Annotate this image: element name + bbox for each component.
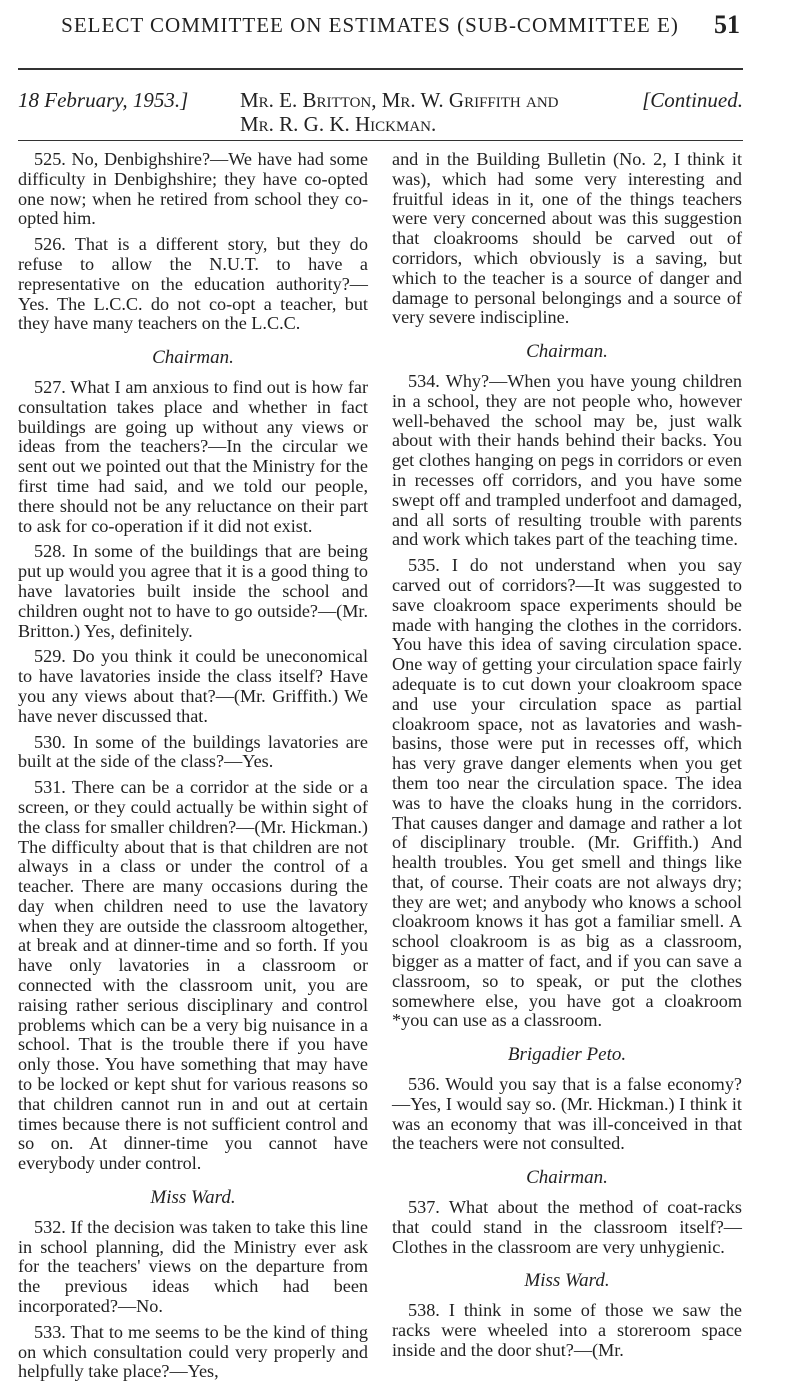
- sitting-header: [18, 88, 743, 136]
- witness-names: [240, 88, 580, 136]
- question-529: 529. Do you think it could be uneconomical to have lavatories inside the class itself? Have you any views about that?—(Mr. Griffith.) We have never discussed that.: [18, 646, 368, 726]
- right-column: [392, 150, 742, 1367]
- speaker-heading: Miss Ward.: [150, 1187, 236, 1209]
- question-527: 527. What I am anxious to find out is how far consultation takes place and whether in fact buildings are going up without any views or ideas from the teachers?—In the circular we sent out we pointed out that the Ministry for the first time had said, and we told our people, there should not be any reluctance on their part to ask for co-operation if it did not exist.: [18, 376, 368, 536]
- witness-names-line-1: Mr. E. Britton, Mr. W. Griffith and: [240, 88, 559, 112]
- question-536: 536. Would you say that is a false economy?—Yes, I would say so. (Mr. Hickman.) I think it was an economy that was ill-conceived in that the teachers were not consulted.: [392, 1074, 742, 1154]
- question-528: 528. In some of the buildings that are being put up would you agree that it is a good thing to have lavatories built inside the school and children ought not to have to go outside?—(Mr. Britton.) Yes, definitely.: [18, 541, 368, 641]
- speaker-heading: Chairman.: [152, 347, 234, 369]
- witness-names-line-2: Mr. R. G. K. Hickman.: [240, 112, 437, 136]
- header-rule: [18, 68, 743, 70]
- speaker-heading: Miss Ward.: [524, 1270, 610, 1292]
- question-530: 530. In some of the buildings lavatories are built at the side of the class?—Yes.: [18, 731, 368, 772]
- question-538: 538. I think in some of those we saw the racks were wheeled into a storeroom space inside and the door shut?—(Mr.: [392, 1300, 742, 1360]
- continued-label: [Continued.: [642, 88, 743, 112]
- page-header: [0, 8, 800, 58]
- speaker-heading: Chairman.: [526, 341, 608, 363]
- question-535: 535. I do not understand when you say carved out of corridors?—It was suggested to save cloakroom space experiments should be made with hanging the clothes in the corridors. You have this idea of saving circulation space. One way of getting your circulation space fairly adequate is to cut down your cloakroom space and use your circulation space as partial cloakroom space, not as lavatories and wash-basins, those were put in recesses off, which has very grave danger elements when you get them too near the circulation space. The idea was to have the cloaks hung in the corridors. That causes danger and damage and rather a lot of disciplinary trouble. (Mr. Griffith.) And health troubles. You get smell and things like that, of course. Their coats are not always dry; they are wet; and anybody who knows a school cloakroom knows it has got a familiar smell. A school cloakroom is as big as a classroom, bigger as a matter of fact, and if you can save a classroom, so to speak, or put the clothes somewhere else, you have got a cloakroom *you can use as a classroom.: [392, 555, 742, 1031]
- question-533: 533. That to me seems to be the kind of thing on which consultation could very properly and helpfully take place?—Yes,: [18, 1321, 368, 1382]
- left-column: [18, 150, 368, 1388]
- question-531: 531. There can be a corridor at the side or a screen, or they could actually be within sight of the class for smaller children?—(Mr. Hickman.) The difficulty about that is that children are not always in a class or under the control of a teacher. There are many occasions during the day when children need to use the lavatory when they are outside the classroom altogether, at break and at dinner-time and so forth. If you have only lavatories in a classroom or connected with the classroom unit, you are raising rather serious disciplinary and control problems which can be a very big nuisance in a school. That is the trouble there if you have only those. You have something that may have to be locked or kept shut for various reasons so that children cannot run in and out at certain times because there is not sufficient control and so on. At dinner-time you cannot have everybody under control.: [18, 777, 368, 1174]
- question-534: 534. Why?—When you have young children in a school, they are not people who, however well-behaved the school may be, just walk about with their hands behind their backs. You get clothes hanging on pegs in corridors or even in recesses off corridors, and you have some swept off and trampled underfoot and damaged, and all sorts of resulting trouble with parents and work which takes part of the teaching time.: [392, 370, 742, 550]
- page-number: 51: [714, 10, 740, 39]
- sitting-date: 18 February, 1953.]: [18, 88, 189, 112]
- question-533-continued: and in the Building Bulletin (No. 2, I think it was), which had some very interesting and fruitful ideas in it, one of the things teachers were very concerned about was this suggestion that cloakrooms should be carved out of corridors, which obviously is a saving, but which to the teacher is a source of danger and damage to personal belongings and a source of very severe indiscipline.: [392, 149, 742, 328]
- subheader-rule: [18, 140, 743, 141]
- question-532: 532. If the decision was taken to take this line in school planning, did the Ministry ever ask for the teachers' views on the departure from the previous ideas which had been incorporated?—No.: [18, 1216, 368, 1317]
- speaker-heading: Chairman.: [526, 1167, 608, 1189]
- question-525: 525. No, Denbighshire?—We have had some difficulty in Denbighshire; they have co-opted one now; when he retired from school they co-opted him.: [18, 149, 368, 229]
- speaker-heading: Brigadier Peto.: [507, 1044, 627, 1066]
- question-526: 526. That is a different story, but they do refuse to allow the N.U.T. to have a representative on the education authority?—Yes. The L.C.C. do not co-opt a teacher, but they have many teachers on the L.C.C.: [18, 234, 368, 334]
- question-537: 537. What about the method of coat-racks that could stand in the classroom itself?—Clothes in the classroom are very unhygienic.: [392, 1197, 742, 1257]
- running-title: SELECT COMMITTEE ON ESTIMATES (SUB-COMMITTEE E): [61, 13, 679, 37]
